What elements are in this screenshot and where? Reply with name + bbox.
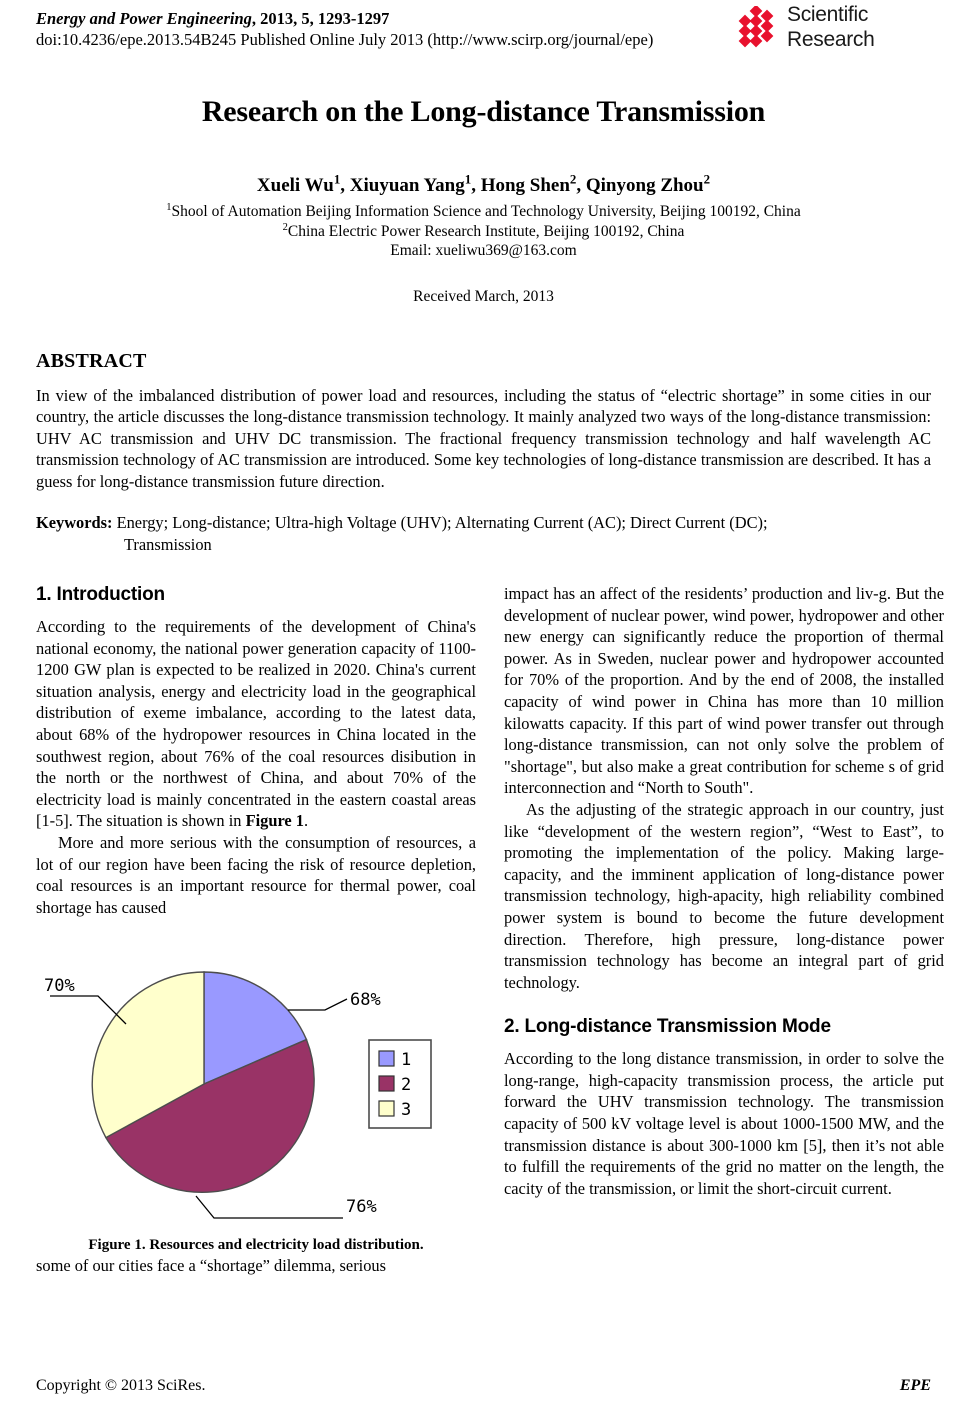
legend-label-1: 1 [401, 1050, 412, 1071]
section-heading-transmission-mode: 2. Long-distance Transmission Mode [504, 1016, 831, 1038]
pie-label-3: 70% [44, 976, 75, 997]
author-name-2: Xiuyuan Yang [349, 175, 465, 196]
pie-label-1: 68% [350, 990, 381, 1011]
intro-paragraph-3: some of our cities face a “shortage” dilemma, serious [36, 1256, 386, 1276]
legend-label-2: 2 [401, 1075, 412, 1096]
author-name-4: Qinyong Zhou [585, 175, 704, 196]
author-affil-marker-1: 1 [333, 171, 341, 187]
publisher-logo-line1: Scientific [787, 3, 869, 26]
author-list: Xueli Wu$^1$, Xiuyuan Yang$^1$, Hong Shen$^2$, Qinyong Zhou$^2$ [256, 171, 711, 196]
figure-reference-link[interactable]: Figure 1 [245, 811, 305, 831]
right-paragraph-1: impact has an affect of the residents’ production and liv-g. But the development of nuclear power, wind power, hydropower and other new energy can significantly reduce the proportion of thermal power. As in Sweden, nuclear power and hydropower accounted for 70% of the proportion. And by the end of 2008, the installed capacity of wind power in China has more than 10 million kilowatts capacity. If this part of wind power transfer out through long-distance transmission, can not only solve the problem of "shortage", but also make a great contribution for scheme s of grid interconnection and “North to South". [504, 584, 944, 798]
diamond-grid-logo-icon [735, 6, 781, 52]
received-date: Received March, 2013 [413, 287, 554, 305]
figure-1 [36, 934, 476, 1255]
keywords-label: Keywords: [36, 513, 113, 532]
publisher-logo-line2: Research [787, 28, 875, 51]
right-paragraph-3: According to the long distance transmission, in order to solve the long-range, high-capacity transmission process, the article put forward the UHV transmission technology. The transmission capacity of 500 kV voltage level is about 1000-1500 MW, and the transmission distance is about 300-1000 km [5], then it’s not able to fulfill the requirements of the grid no matter on the length, the cacity of the transmission, or limit the short-circuit current. [504, 1049, 944, 1198]
intro-paragraph-1-text-a: According to the requirements of the development of China's national economy, the national power generation capacity of 1100-1200 GW plan is expected to be realized in 2020. China's current situation analysis, energy and electricity load in the geographical distribution of exeme imbalance, according to the latest data, about 68% of the hydropower resources in China located in the southwest region, about 76% of the coal resources disibution in the north or the northwest of China, and about 70% of the electricity load is mainly concentrated in the eastern coastal areas [1-5]. The situation is shown in [36, 617, 476, 831]
pie-label-2: 76% [346, 1197, 377, 1218]
copyright-text: Copyright © 2013 SciRes. [36, 1377, 206, 1394]
abstract-text: In view of the imbalanced distribution of power load and resources, including the status of “electric shortage” in some cities in our country, the article discusses the long-distance transmission technology. It mainly analyzed two ways of the long-distance transmission: UHV AC transmission and UHV DC transmission. The fractional frequency transmission technology and half wavelength AC transmission technology of AC transmission are introduced. Some key technologies of long-distance transmission are described. It has a guess for long-distance transmission future direction. [36, 385, 931, 491]
legend-swatch-2[interactable] [379, 1076, 394, 1091]
keywords-list: Energy; Long-distance; Ultra-high Voltage (UHV); Alternating Current (AC); Direct Current (DC); [116, 513, 768, 532]
contact-email: Email: xueliwu369@163.com [390, 242, 577, 259]
journal-volume-info: , 2013, 5, 1293-1297 [251, 9, 390, 28]
keywords-block [36, 512, 931, 555]
legend-box [369, 1040, 431, 1128]
journal-abbreviation: EPE [899, 1377, 931, 1394]
left-column [36, 583, 476, 1277]
affiliation-1 [36, 202, 931, 222]
author-affil-marker-2: 1 [464, 171, 472, 187]
paper-title: Research on the Long-distance Transmission [201, 95, 766, 128]
right-column [504, 583, 944, 1277]
page-footer [36, 1377, 931, 1395]
affiliation-text-1: Shool of Automation Beijing Information Science and Technology University, Beijing 100192, China [171, 203, 801, 220]
journal-name: Energy and Power Engineering [36, 9, 252, 28]
affiliation-marker-1: 1 [166, 201, 172, 213]
pie-leader-line-2 [196, 1196, 343, 1218]
affiliation-2 [36, 222, 931, 242]
intro-paragraph-1 [36, 616, 476, 832]
legend-swatch-3[interactable] [379, 1101, 394, 1116]
author-name-1: Xueli Wu [256, 175, 334, 196]
abstract-heading: ABSTRACT [36, 349, 147, 372]
legend-swatch-1[interactable] [379, 1051, 394, 1066]
pie-chart [36, 934, 476, 1234]
doi-line: doi:10.4236/epe.2013.54B245 Published Online July 2013 (http://www.scirp.org/journal/epe) [36, 30, 654, 49]
section-heading-introduction: 1. Introduction [36, 584, 165, 605]
pie-leader-line-1 [288, 999, 347, 1010]
affiliation-text-2: China Electric Power Research Institute, Beijing 100192, China [287, 222, 685, 240]
right-paragraph-2: As the adjusting of the strategic approach in our country, just like “development of the western region”, “West to East”, to promoting the implementation of the policy. Making large-capacity, and the imminent application of long-distance power transmission technology, high-apacity, high reliability combined power system is bound to become the future development direction. Therefore, high pressure, long-distance power transmission technology has become an integral part of grid technology. [504, 799, 944, 992]
author-affil-marker-3: 2 [569, 171, 577, 187]
intro-paragraph-1-text-b: . [304, 811, 309, 831]
affiliation-marker-2: 2 [282, 221, 288, 233]
keywords-continuation: Transmission [124, 534, 212, 554]
running-head [36, 0, 931, 66]
author-affil-marker-4: 2 [703, 171, 711, 187]
figure-caption: Figure 1. Resources and electricity load distribution. [88, 1237, 424, 1254]
publisher-logo [735, 2, 931, 56]
intro-paragraph-2: More and more serious with the consumption of resources, a lot of our region have been facing the risk of resource depletion, coal resources is an important resource for thermal power, coal shortage has caused [36, 832, 476, 917]
author-name-3: Hong Shen [480, 175, 570, 196]
publisher-logo-text [787, 2, 874, 52]
body-columns [36, 583, 944, 1277]
legend-label-3: 3 [401, 1100, 412, 1121]
chart-legend [369, 1040, 431, 1128]
